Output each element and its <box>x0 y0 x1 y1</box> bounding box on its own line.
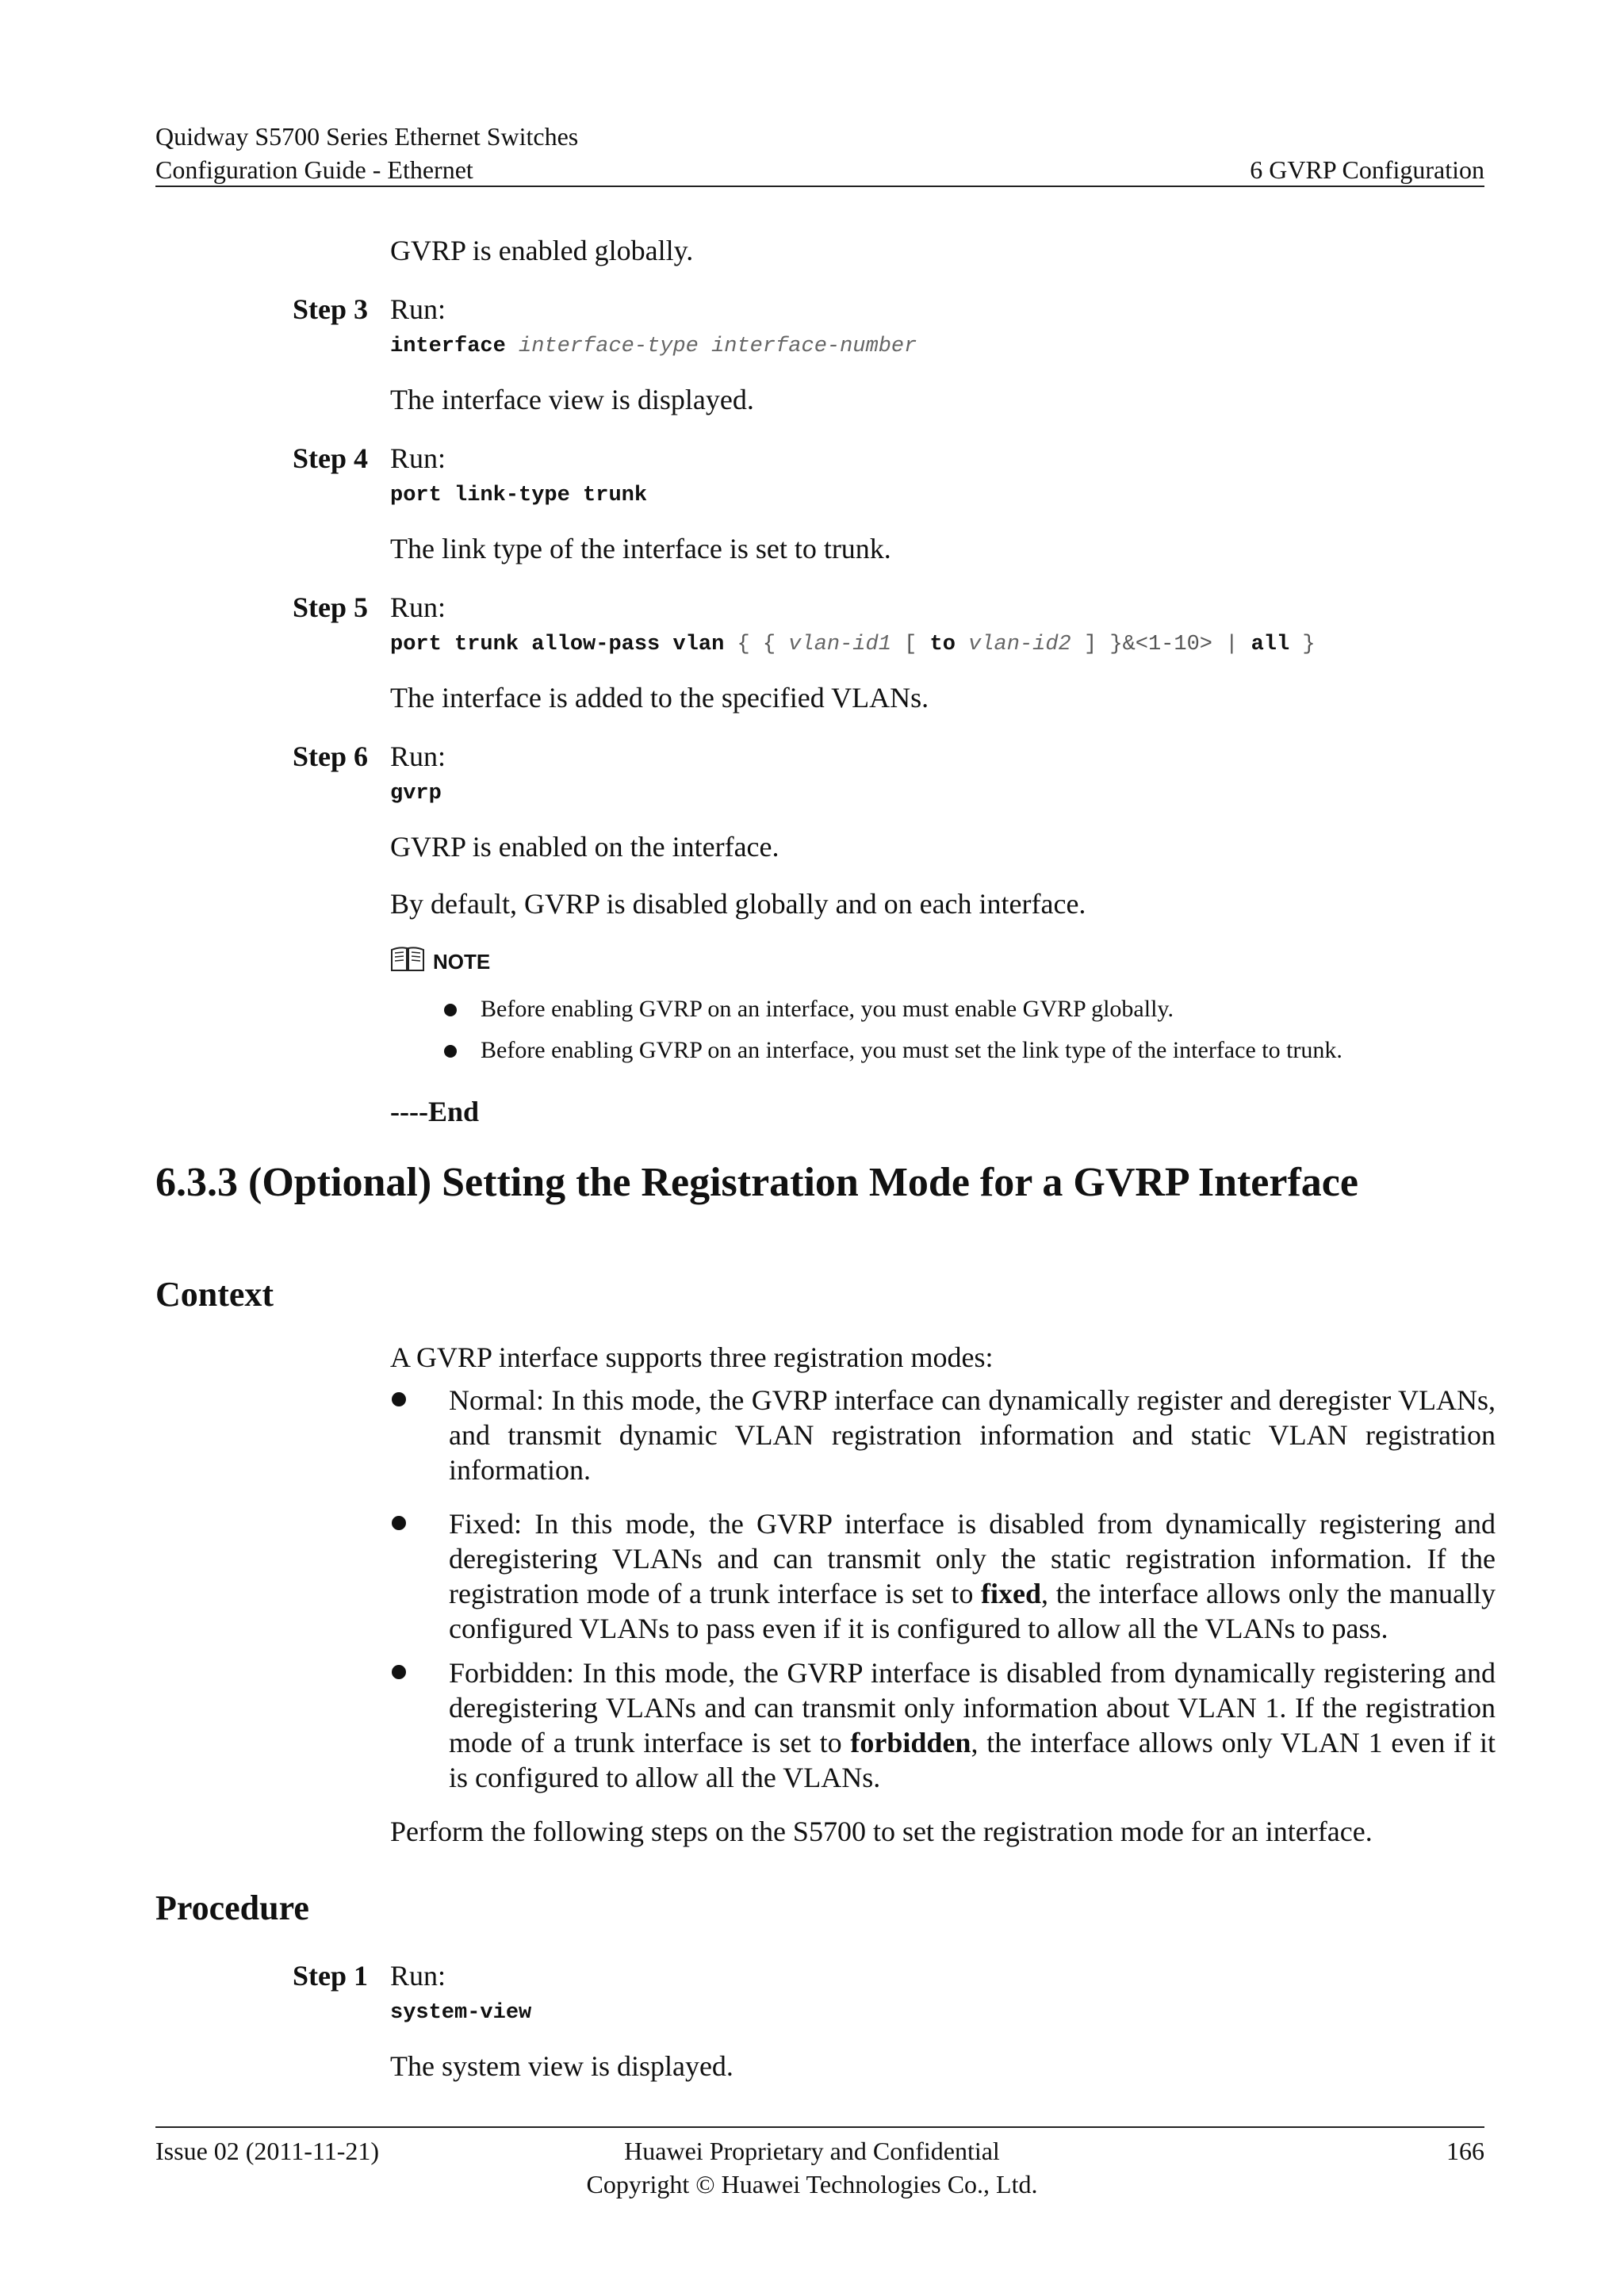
intro-text: GVRP is enabled globally. <box>390 235 694 266</box>
header-chapter: 6 GVRP Configuration <box>1250 155 1484 184</box>
procedure-heading: Procedure <box>155 1888 309 1927</box>
cmd-keyword: gvrp <box>390 782 442 806</box>
step-4-label: Step 4 <box>292 442 368 474</box>
step-3-command <box>390 333 917 360</box>
cmd-keyword: port trunk allow-pass vlan <box>390 633 725 656</box>
note-label: NOTE <box>433 950 491 974</box>
context-intro: A GVRP interface supports three registration modes: <box>390 1341 994 1373</box>
step-4-desc: The link type of the interface is set to trunk. <box>390 533 891 564</box>
cmd-keyword: system-view <box>390 2001 532 2025</box>
cmd-keyword: interface <box>390 335 506 358</box>
step-5-run: Run: <box>390 591 446 623</box>
bullet-dot <box>392 1665 406 1679</box>
cmd-argument: vlan-id1 <box>788 633 891 656</box>
step-5-label: Step 5 <box>292 591 368 623</box>
note-item-1: Before enabling GVRP on an interface, you must enable GVRP globally. <box>481 996 1174 1022</box>
end-marker: ----End <box>390 1096 480 1127</box>
header-rule <box>155 186 1484 187</box>
book-icon <box>390 945 425 974</box>
cmd-keyword: port link-type trunk <box>390 484 648 507</box>
cmd-argument: interface-type interface-number <box>519 335 917 358</box>
note-item-2: Before enabling GVRP on an interface, you must set the link type of the interface to trunk. <box>481 1037 1342 1063</box>
mode-keyword: forbidden <box>850 1727 971 1758</box>
mode-forbidden <box>449 1655 1496 1795</box>
mode-text: Fixed: In this mode, the GVRP interface is disabled from dynamically registering and deregistering VLANs and can transmit only the static registration information. If the registration mode of a trunk interface is set to <box>449 1508 1496 1609</box>
cmd-punct: ] }&<1-10> | <box>1071 633 1251 656</box>
footer-copyright: Copyright © Huawei Technologies Co., Ltd. <box>586 2170 1038 2198</box>
context-heading: Context <box>155 1275 274 1314</box>
step-6-desc: GVRP is enabled on the interface. <box>390 831 779 863</box>
mode-normal <box>449 1383 1496 1487</box>
section-title: 6.3.3 (Optional) Setting the Registration Mode for a GVRP Interface <box>155 1160 1358 1205</box>
step-1-desc: The system view is displayed. <box>390 2050 733 2082</box>
cmd-keyword: all <box>1251 633 1290 656</box>
mode-text: Normal: In this mode, the GVRP interface can dynamically register and deregister VLANs, and transmit dynamic VLAN registration information and static VLAN registration information. <box>449 1384 1496 1486</box>
step-3-label: Step 3 <box>292 293 368 325</box>
step-5-command <box>390 631 1316 658</box>
step-3-run: Run: <box>390 293 446 325</box>
step-6-command <box>390 780 442 807</box>
footer-issue: Issue 02 (2011-11-21) <box>155 2137 380 2165</box>
header-guide: Configuration Guide - Ethernet <box>155 155 473 184</box>
cmd-punct: } <box>1289 633 1316 656</box>
step-1-run: Run: <box>390 1960 446 1992</box>
cmd-punct <box>956 633 968 656</box>
footer-confidential: Huawei Proprietary and Confidential <box>624 2137 1000 2165</box>
step-3-desc: The interface view is displayed. <box>390 384 754 415</box>
step-4-command <box>390 482 647 509</box>
page-number: 166 <box>1446 2137 1484 2165</box>
cmd-keyword: to <box>929 633 956 656</box>
note-block <box>390 943 1500 1070</box>
step-6-label: Step 6 <box>292 740 368 772</box>
step-1-label: Step 1 <box>292 1960 368 1992</box>
perform-text: Perform the following steps on the S5700 to set the registration mode for an interface. <box>390 1816 1373 1847</box>
bullet-dot <box>444 1045 457 1058</box>
footer-rule <box>155 2126 1484 2128</box>
bullet-dot <box>392 1516 406 1530</box>
bullet-dot <box>392 1392 406 1406</box>
step-5-desc: The interface is added to the specified VLANs. <box>390 682 929 714</box>
step-6-run: Run: <box>390 740 446 772</box>
cmd-punct: [ <box>891 633 930 656</box>
mode-keyword: fixed <box>981 1578 1042 1609</box>
cmd-punct: { { <box>724 633 789 656</box>
step-4-run: Run: <box>390 442 446 474</box>
bullet-dot <box>444 1004 457 1016</box>
step-1-command <box>390 1999 531 2026</box>
mode-fixed <box>449 1506 1496 1646</box>
mode-text: Forbidden: In this mode, the GVRP interface is disabled from dynamically registering and deregistering VLANs and can transmit only information about VLAN 1. If the registration mode of a trunk interface is set to <box>449 1657 1496 1758</box>
cmd-argument: vlan-id2 <box>968 633 1071 656</box>
mode-text: , the interface allows only the manually configured VLANs to pass even if it is configured to allow all the VLANs to pass. <box>449 1578 1496 1644</box>
default-text: By default, GVRP is disabled globally and on each interface. <box>390 888 1086 920</box>
header-product: Quidway S5700 Series Ethernet Switches <box>155 122 579 151</box>
mode-text: , the interface allows only VLAN 1 even if it is configured to allow all the VLANs. <box>449 1727 1496 1793</box>
